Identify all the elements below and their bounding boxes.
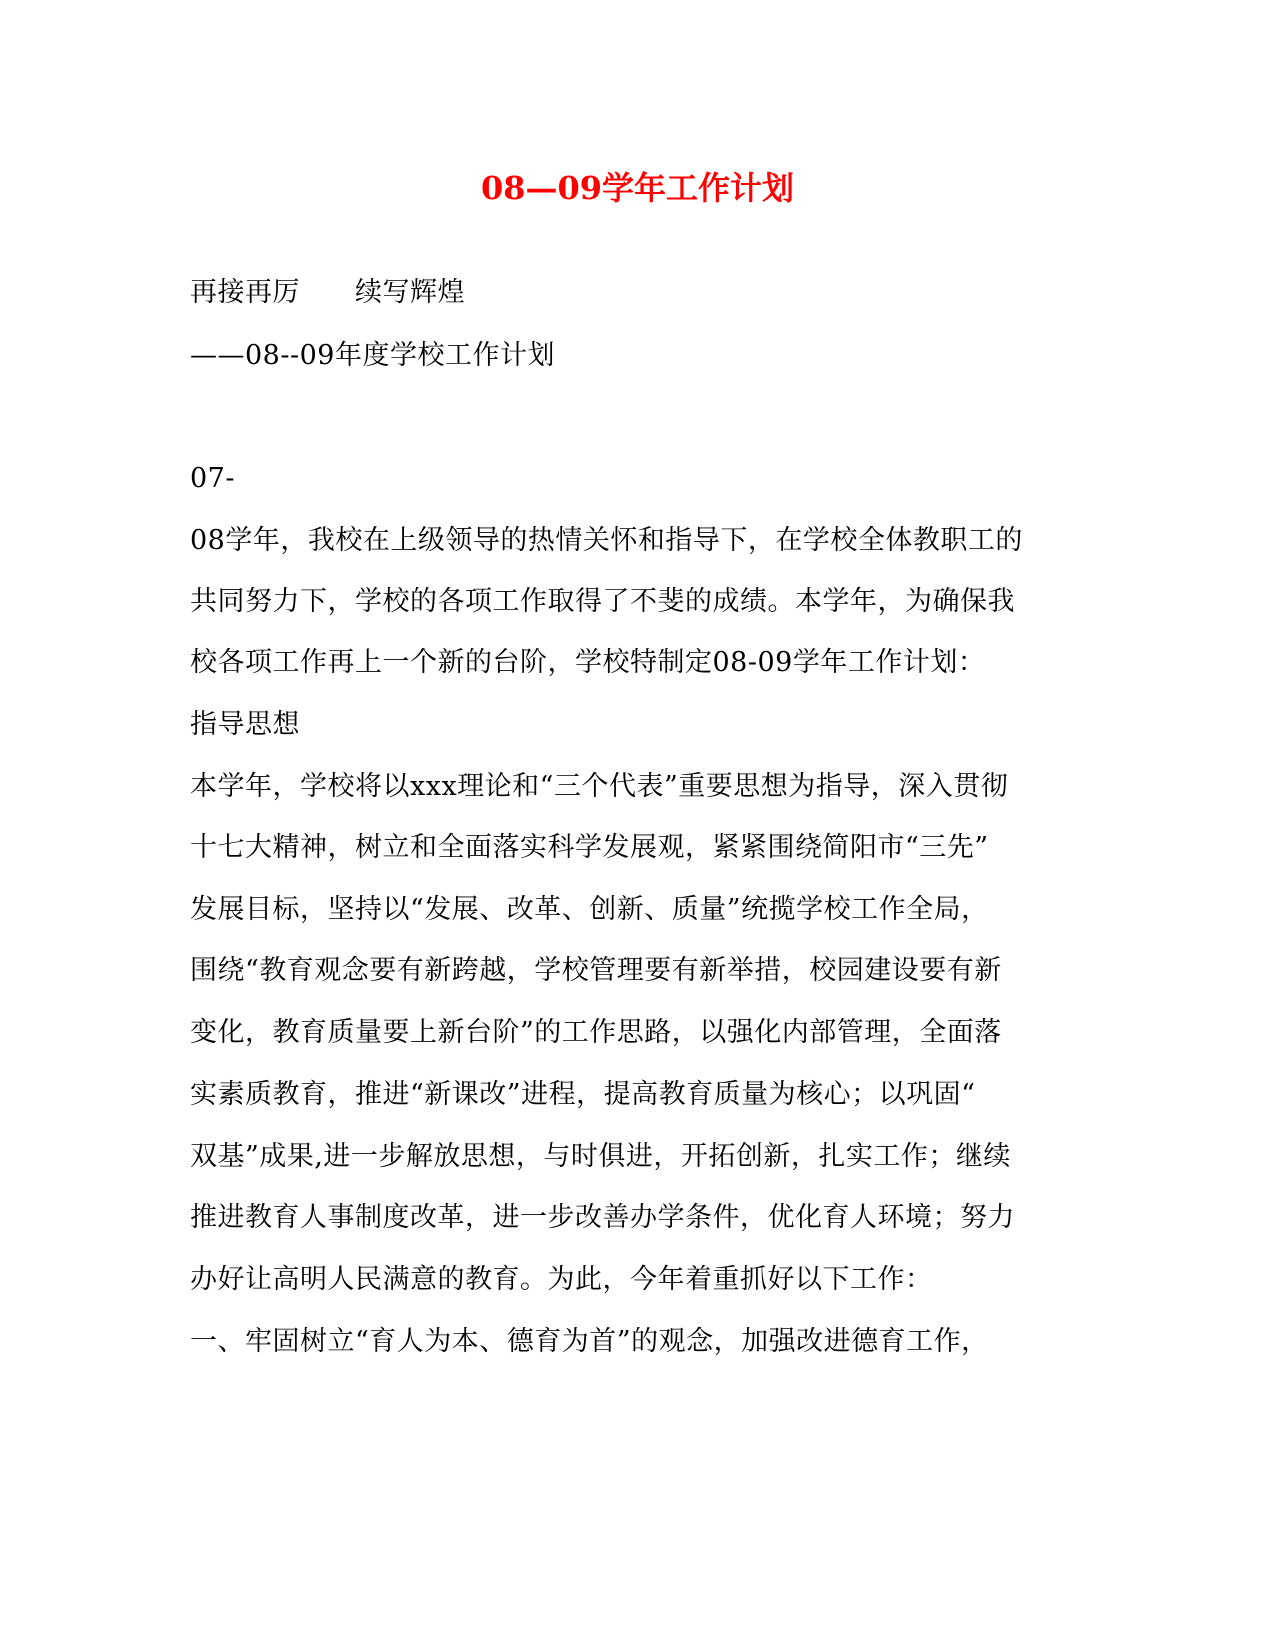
body-line: 校各项工作再上一个新的台阶，学校特制定08-09学年工作计划：	[190, 647, 986, 678]
section-heading: 指导思想	[190, 709, 300, 740]
body-line: 发展目标，坚持以“发展、改革、创新、质量”统揽学校工作全局，	[190, 894, 989, 925]
subtitle-line-1: 再接再厉 续写辉煌	[190, 277, 465, 308]
body-line: 07-	[190, 463, 235, 494]
body-line: 变化，教育质量要上新台阶”的工作思路，以强化内部管理，全面落	[190, 1017, 1002, 1048]
body-line: 本学年，学校将以xxx理论和“三个代表”重要思想为指导，深入贯彻	[190, 771, 1009, 802]
body-line: 十七大精神，树立和全面落实科学发展观，紧紧围绕简阳市“三先”	[190, 832, 989, 863]
body-line: 围绕“教育观念要有新跨越，学校管理要有新举措，校园建设要有新	[190, 955, 1002, 986]
document-title: 08—09学年工作计划	[480, 169, 795, 207]
subtitle-line-2: ——08--09年度学校工作计划	[190, 340, 555, 371]
body-line: 08学年，我校在上级领导的热情关怀和指导下，在学校全体教职工的	[190, 525, 1023, 556]
body-line: 一、牢固树立“育人为本、德育为首”的观念，加强改进德育工作，	[190, 1326, 989, 1357]
body-line: 办好让高明人民满意的教育。为此，今年着重抓好以下工作：	[190, 1264, 933, 1295]
body-line: 双基”成果,进一步解放思想，与时俱进，开拓创新，扎实工作；继续	[190, 1141, 1011, 1172]
body-line: 推进教育人事制度改革，进一步改善办学条件，优化育人环境；努力	[190, 1202, 1015, 1233]
body-line: 共同努力下，学校的各项工作取得了不斐的成绩。本学年，为确保我	[190, 586, 1015, 617]
body-line: 实素质教育，推进“新课改”进程，提高教育质量为核心；以巩固“	[190, 1079, 976, 1110]
